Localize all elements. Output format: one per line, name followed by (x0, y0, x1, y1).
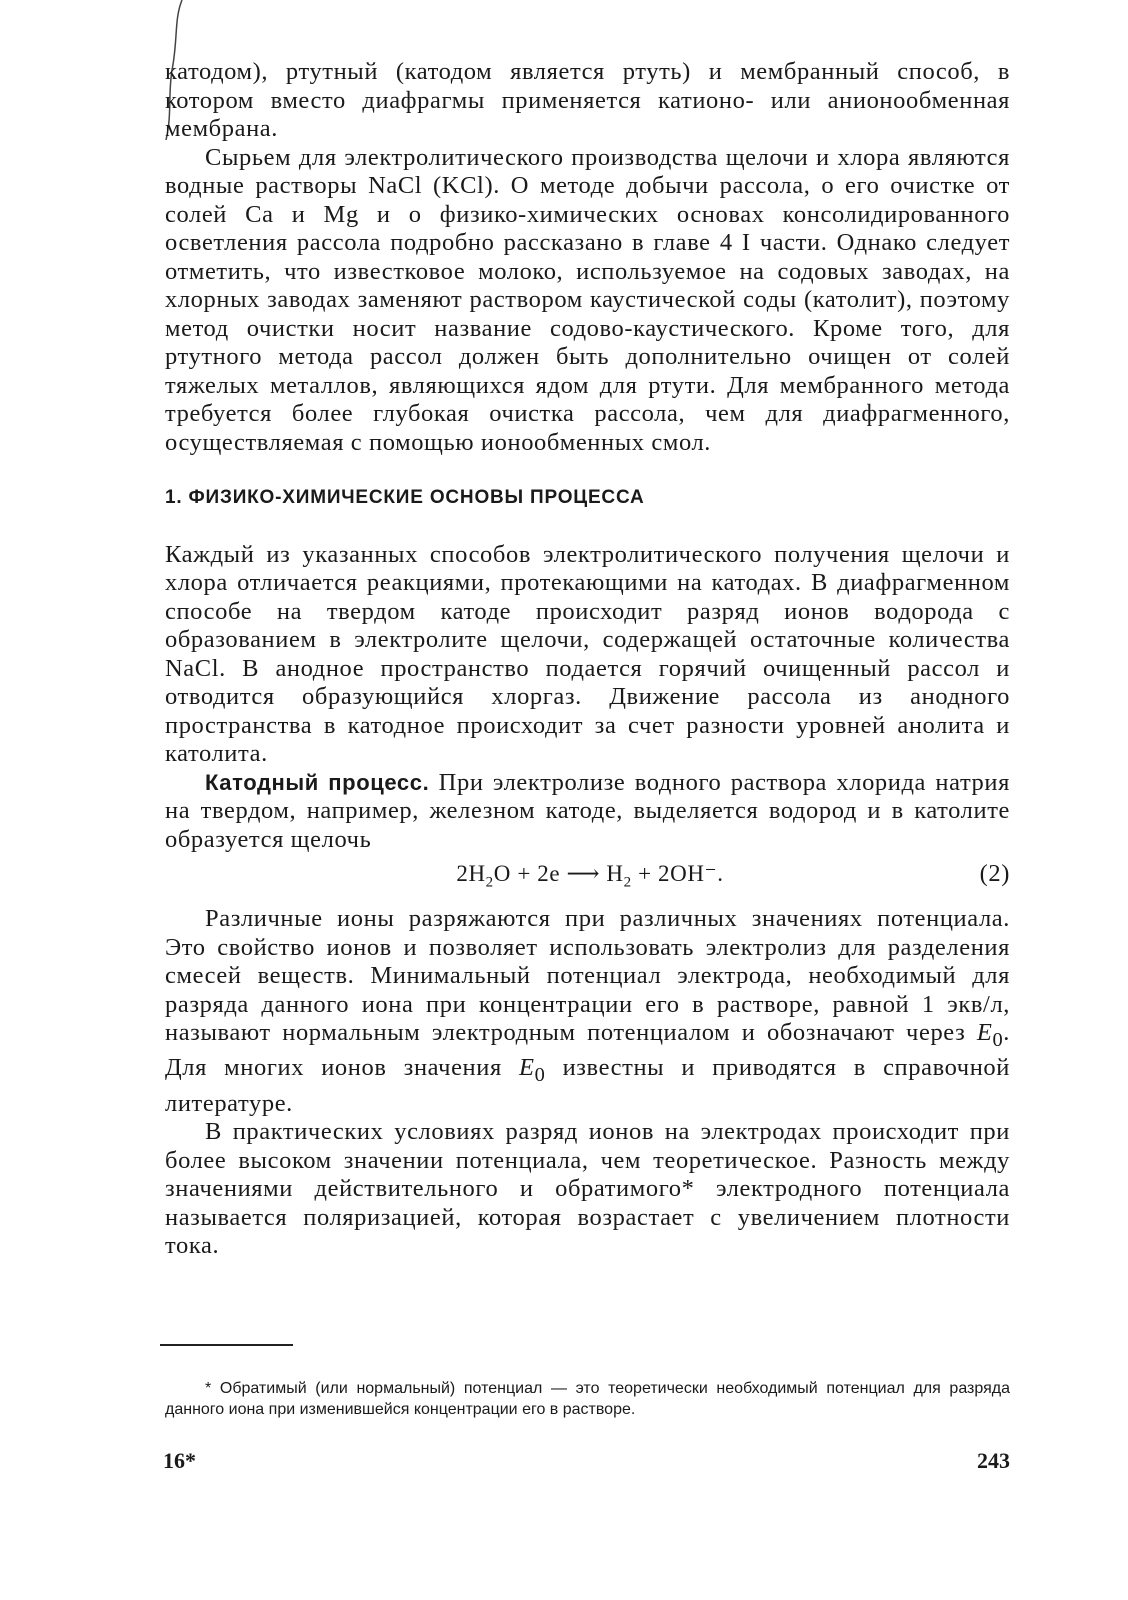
signature-mark: 16* (163, 1448, 196, 1473)
paragraph-2: Сырьем для электролитического производства щелочи и хлора являются водные растворы NaCl (KCl). О методе добычи рассола, о его очистке от солей Ca и Mg и о физико-химических основах консолидированного осветления рассола подробно рассказано в главе 4 I части. Однако следует отметить, что известковое молоко, используемое на содовых заводах, на хлорных заводах заменяют раствором каустической соды (католит), поэтому метод очистки носит название содово-каустического. Кроме того, для ртутного метода рассол должен быть дополнительно очищен от солей тяжелых металлов, являющихся ядом для ртути. Для мембранного метода требуется более глубокая очистка рассола, чем для диафрагменного, осуществляемая с помощью ионообменных смол. (165, 143, 1010, 456)
equation-row (165, 860, 1010, 897)
equation-subscript: 2 (485, 874, 494, 891)
cathode-process-lead: Катодный процесс. (205, 769, 430, 795)
footnote: * Обратимый (или нормальный) потенциал — это теоретически необходимый потенциал для разряда данного иона при изменившейся концентрации его в растворе. (165, 1380, 1010, 1418)
equation-part: O + 2e ⟶ H (493, 861, 624, 886)
equation-subscript: 2 (623, 874, 632, 891)
paragraph-5-part: . Для многих ионов значения (165, 1019, 1010, 1082)
section-heading: 1. ФИЗИКО-ХИМИЧЕСКИЕ ОСНОВЫ ПРОЦЕССА (165, 487, 645, 508)
equation-part: 2H (456, 861, 486, 886)
e0-subscript: 0 (992, 1028, 1004, 1051)
paragraph-6: В практических условиях разряд ионов на электродах происходит при более высоком значении потенциала, чем теоретическое. Разность между значениями действительного и обратимого* электродного потенциала называется поляризацией, которая возрастает с увеличением плотности тока. (165, 1118, 1010, 1260)
page-number: 243 (977, 1448, 1010, 1473)
e0-symbol: E (519, 1054, 535, 1082)
paragraph-5 (165, 905, 1010, 1118)
body-text (165, 58, 1010, 1261)
e0-subscript: 0 (534, 1064, 546, 1087)
paragraph-1: катодом), ртутный (катодом является ртуть) и мембранный способ, в котором вместо диафрагмы применяется катионо- или анионообменная мембрана. (165, 58, 1010, 142)
e0-symbol: E (976, 1019, 993, 1047)
paragraph-4 (165, 769, 1010, 855)
paragraph-5-part: Различные ионы разряжаются при различных значениях потенциала. Это свойство ионов и позволяет использовать электролиз для разделения смесей веществ. Минимальный потенциал электрода, необходимый для разряда данного иона при концентрации его в растворе, равной 1 экв/л, называют нормальным электродным потенциалом и обозначают через (165, 905, 1010, 1047)
equation-part: + 2OH⁻. (631, 861, 724, 886)
reaction-equation (165, 860, 960, 897)
paragraph-5-part: известны и приводятся в справочной литературе. (165, 1054, 1010, 1117)
footnote-divider (160, 1344, 293, 1346)
equation-number: (2) (979, 860, 1010, 887)
paragraph-4-text: При электролизе водного раствора хлорида натрия на твердом, например, железном катоде, выделяется водород и в католите образуется щелочь (165, 768, 1010, 853)
paragraph-3: Каждый из указанных способов электролитического получения щелочи и хлора отличается реакциями, протекающими на катодах. В диафрагменном способе на твердом катоде происходит разряд ионов водорода с образованием в электролите щелочи, содержащей остаточные количества NaCl. В анодное пространство подается горячий очищенный рассол и отводится образующийся хлоргаз. Движение рассола из анодного пространства в катодное происходит за счет разности уровней анолита и католита. (165, 540, 1010, 767)
